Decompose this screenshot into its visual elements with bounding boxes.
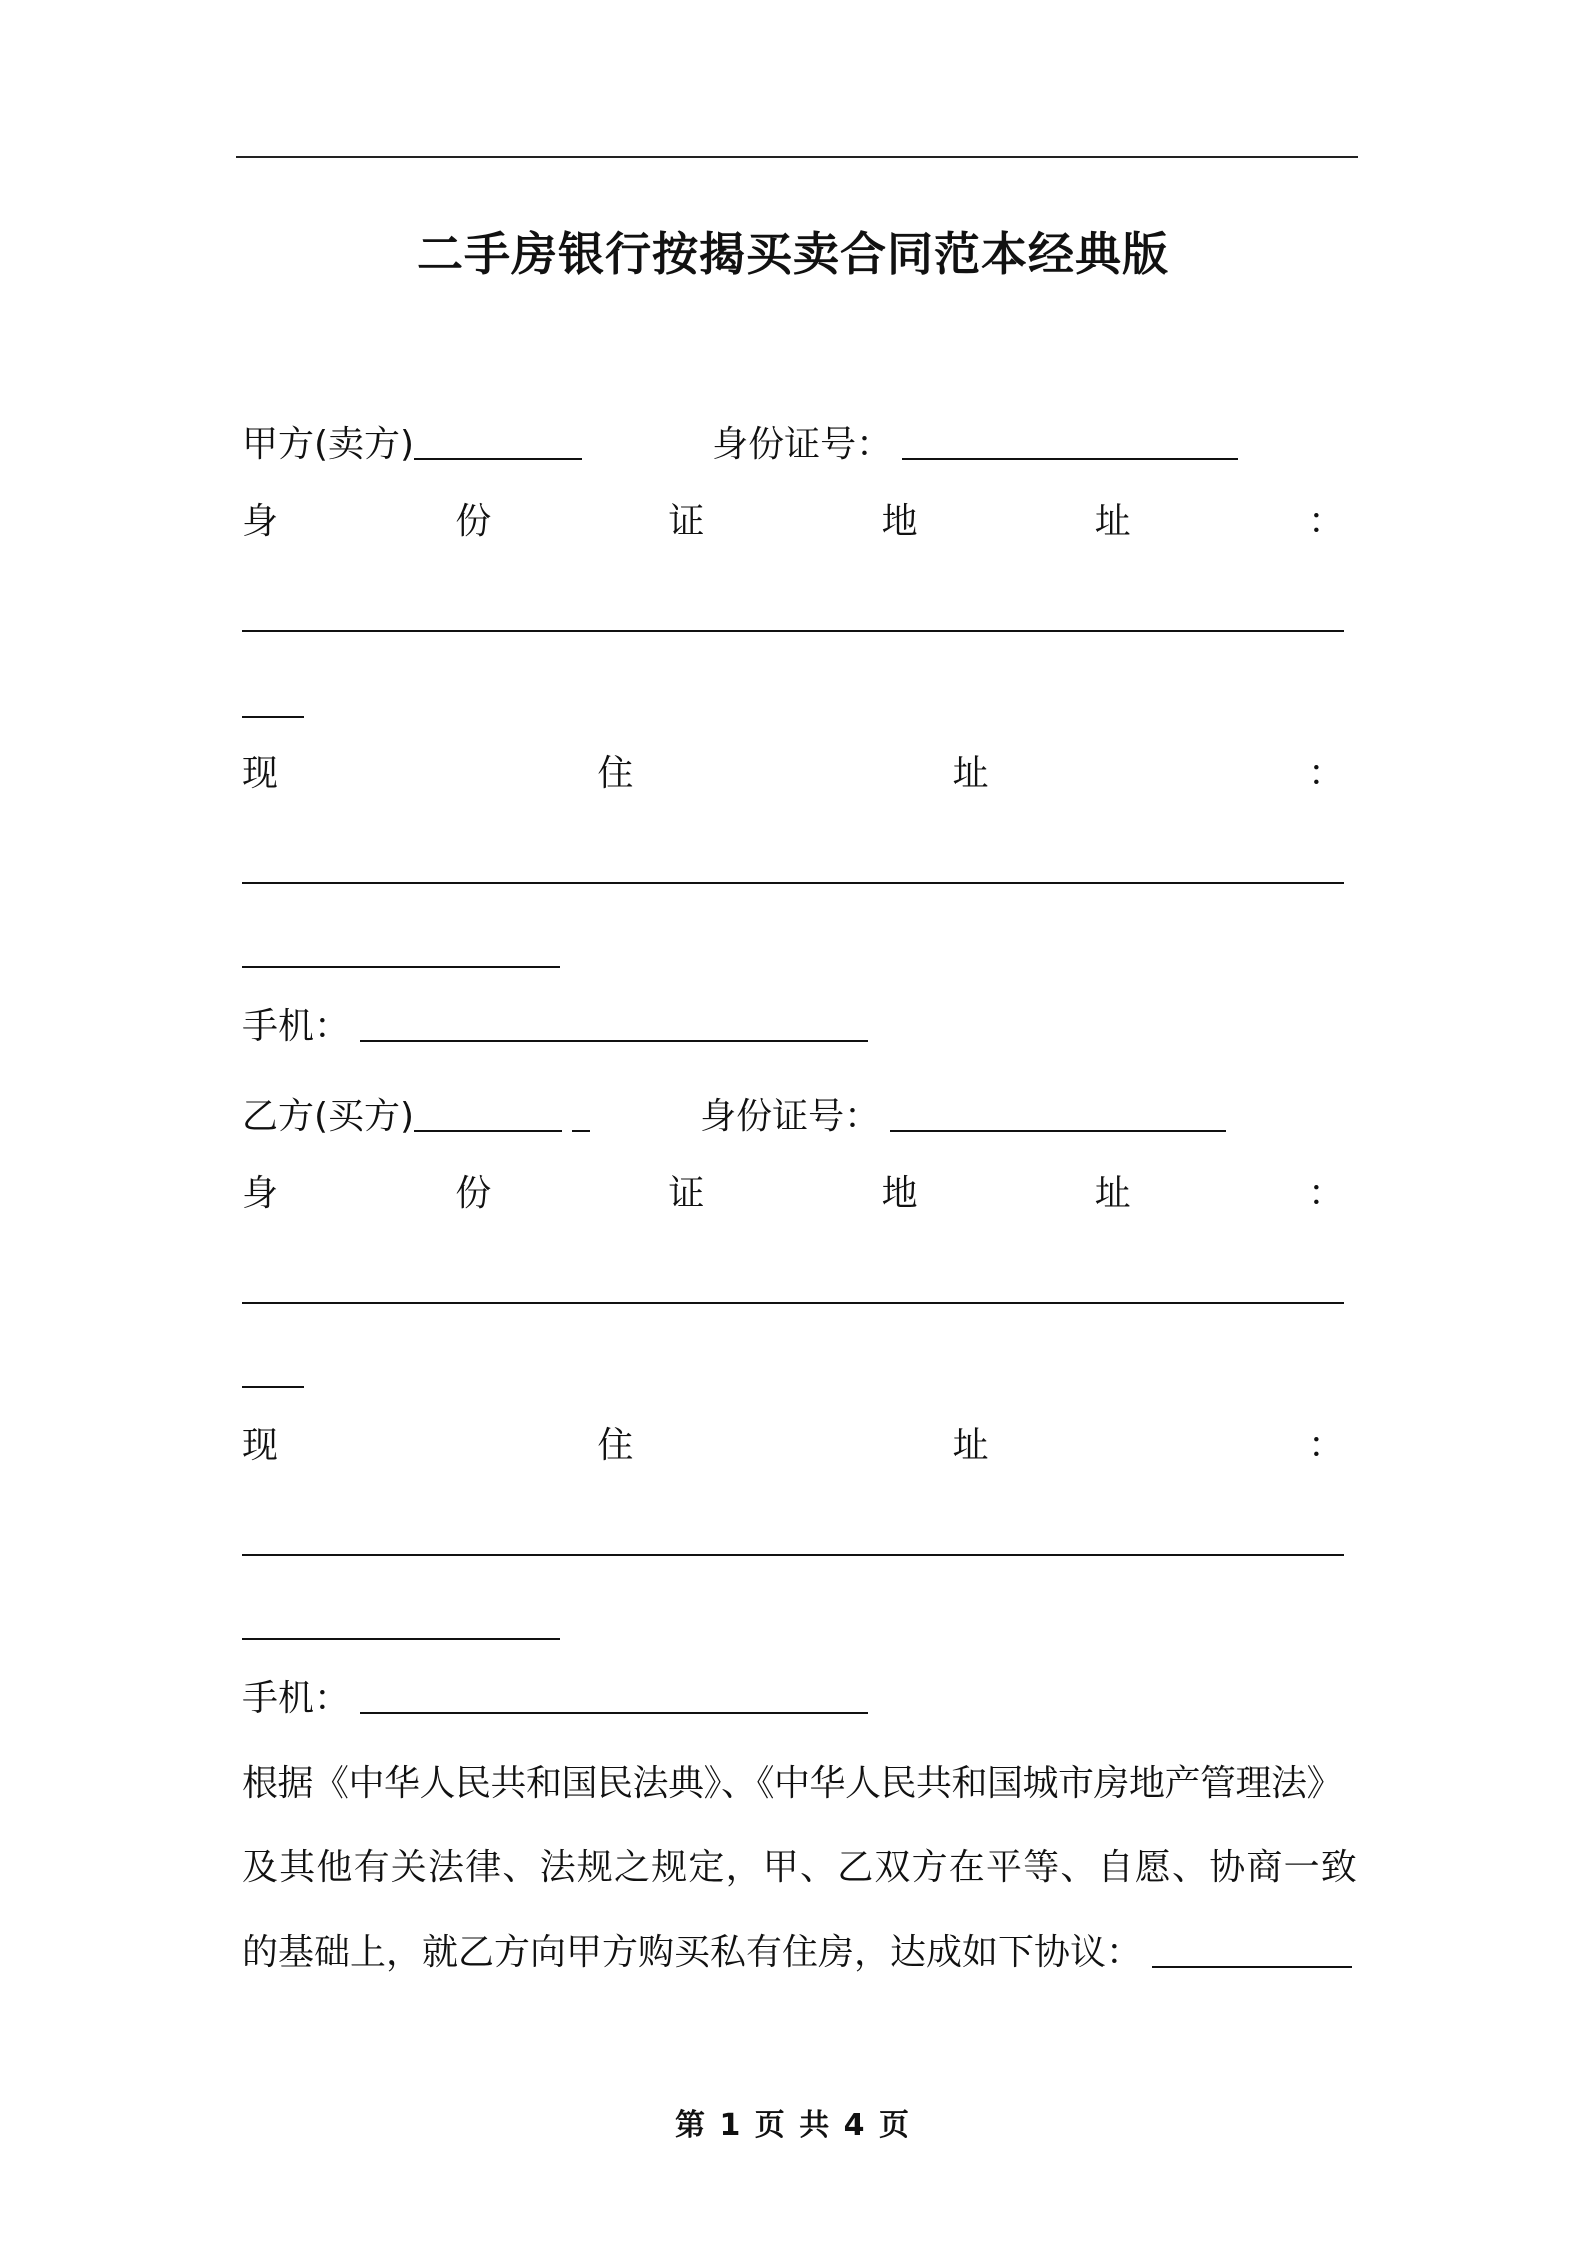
party-a-label: 甲方(卖方) (242, 424, 415, 465)
label-char: 身 (242, 501, 279, 542)
label-char: 址 (1094, 501, 1131, 542)
label-char: 地 (881, 501, 918, 542)
party-a-id-blank[interactable] (902, 426, 1238, 460)
party-a-name-blank[interactable] (414, 426, 582, 460)
party-b-phone-blank[interactable] (360, 1680, 868, 1714)
party-a-id-address-blank-cont[interactable] (242, 716, 304, 718)
label-char: ： (1307, 501, 1344, 542)
preamble-line-2: 及其他有关法律、法规之规定，甲、乙双方在平等、自愿、协商一致 (242, 1847, 1359, 1888)
party-a-id-address-blank[interactable] (242, 630, 1344, 632)
label-char: 身 (242, 1173, 279, 1214)
preamble-line-1: 根据《中华人民共和国民法典》、《中华人民共和国城市房地产管理法》 (242, 1763, 1343, 1804)
label-char: 地 (881, 1173, 918, 1214)
party-b-id-label: 身份证号： (700, 1096, 881, 1137)
label-char: ： (1307, 1425, 1344, 1466)
preamble-line-3 (242, 1930, 1360, 1975)
label-char: 现 (242, 1425, 279, 1466)
page-footer: 第 1 页 共 4 页 (675, 2108, 911, 2143)
party-b-id-address-label (242, 1172, 1344, 1216)
document-title: 二手房银行按揭买卖合同范本经典版 (417, 227, 1169, 281)
preamble-blank[interactable] (1152, 1934, 1352, 1968)
party-b-line (242, 1094, 1226, 1138)
label-char: 住 (597, 1425, 634, 1466)
label-char: 现 (242, 753, 279, 794)
party-b-current-address-blank[interactable] (242, 1554, 1344, 1556)
party-a-line (242, 422, 1238, 466)
party-a-id-address-label (242, 500, 1344, 544)
party-a-current-address-blank-cont[interactable] (242, 966, 560, 968)
label-char: 址 (1094, 1173, 1131, 1214)
label-char: 址 (952, 753, 989, 794)
party-b-phone-label: 手机： (242, 1678, 351, 1719)
label-char: 址 (952, 1425, 989, 1466)
label-char: ： (1307, 1173, 1344, 1214)
party-a-current-address-blank[interactable] (242, 882, 1344, 884)
party-a-phone-blank[interactable] (360, 1008, 868, 1042)
label-char: ： (1307, 753, 1344, 794)
party-b-current-address-label (242, 1424, 1344, 1468)
party-b-id-address-blank-cont[interactable] (242, 1386, 304, 1388)
label-char: 证 (668, 501, 705, 542)
party-a-phone-line (242, 1004, 868, 1048)
label-char: 份 (455, 501, 492, 542)
party-b-current-address-blank-cont[interactable] (242, 1638, 560, 1640)
party-b-name-blank-2[interactable] (572, 1098, 590, 1132)
party-b-id-address-blank[interactable] (242, 1302, 1344, 1304)
label-char: 份 (455, 1173, 492, 1214)
header-rule (236, 156, 1358, 158)
party-a-id-label: 身份证号： (712, 424, 893, 465)
party-a-phone-label: 手机： (242, 1006, 351, 1047)
party-b-label: 乙方(买方) (242, 1096, 415, 1137)
preamble-line-3-text: 的基础上，就乙方向甲方购买私有住房，达成如下协议： (242, 1932, 1143, 1973)
party-b-id-blank[interactable] (890, 1098, 1226, 1132)
party-b-phone-line (242, 1676, 868, 1720)
label-char: 证 (668, 1173, 705, 1214)
label-char: 住 (597, 753, 634, 794)
party-b-name-blank[interactable] (414, 1098, 562, 1132)
party-a-current-address-label (242, 752, 1344, 796)
